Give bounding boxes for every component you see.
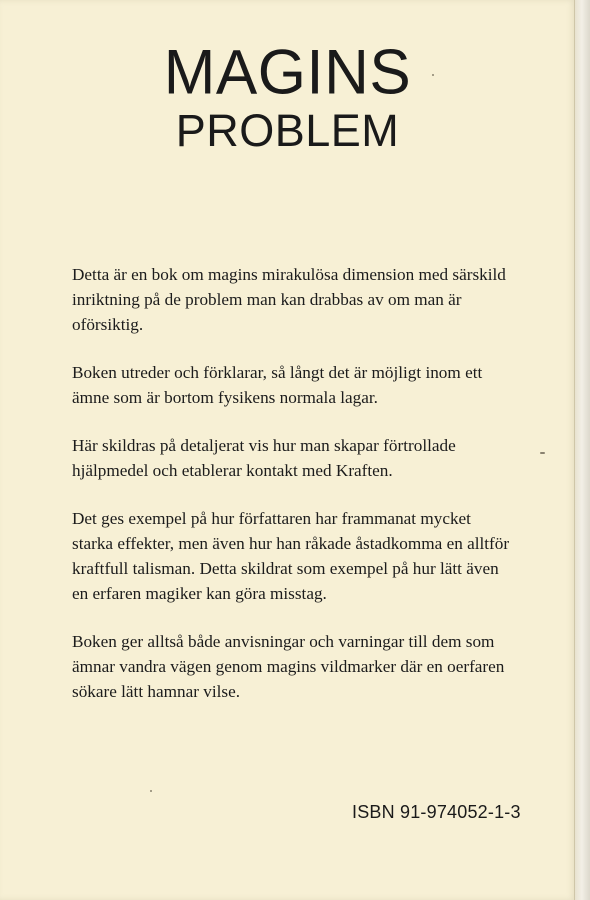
blurb-paragraph: Här skildras på detaljerat vis hur man skapar förtrollade hjälpmedel och etablerar kontakt med Kraften. <box>72 436 456 480</box>
paper-speck <box>540 452 545 454</box>
book-title-line2: PROBLEM <box>175 105 400 156</box>
blurb <box>72 262 512 727</box>
book-title-line1: MAGINS <box>163 37 412 108</box>
paper-speck <box>432 74 434 76</box>
blurb-paragraph: Boken utreder och förklarar, så långt det är möjligt inom ett ämne som är bortom fysikens normala lagar. <box>72 363 483 407</box>
blurb-paragraph: Boken ger alltså både anvisningar och varningar till dem som ämnar vandra vägen genom magins vildmarker där en oerfaren sökare lätt hamnar vilse. <box>72 632 505 701</box>
isbn-number: ISBN 91-974052-1-3 <box>352 802 521 822</box>
blurb-paragraph: Detta är en bok om magins mirakulösa dimension med särskild inriktning på de problem man kan drabbas av om man är oförsiktig. <box>72 265 506 334</box>
paper-speck <box>150 790 152 792</box>
blurb-paragraph: Det ges exempel på hur författaren har frammanat mycket starka effekter, men även hur han råkade åstadkomma en alltför kraftfull talisman. Detta skildrat som exempel på hur lätt även en erfaren magiker kan göra misstag. <box>72 509 510 603</box>
book-spine-edge <box>575 0 590 900</box>
